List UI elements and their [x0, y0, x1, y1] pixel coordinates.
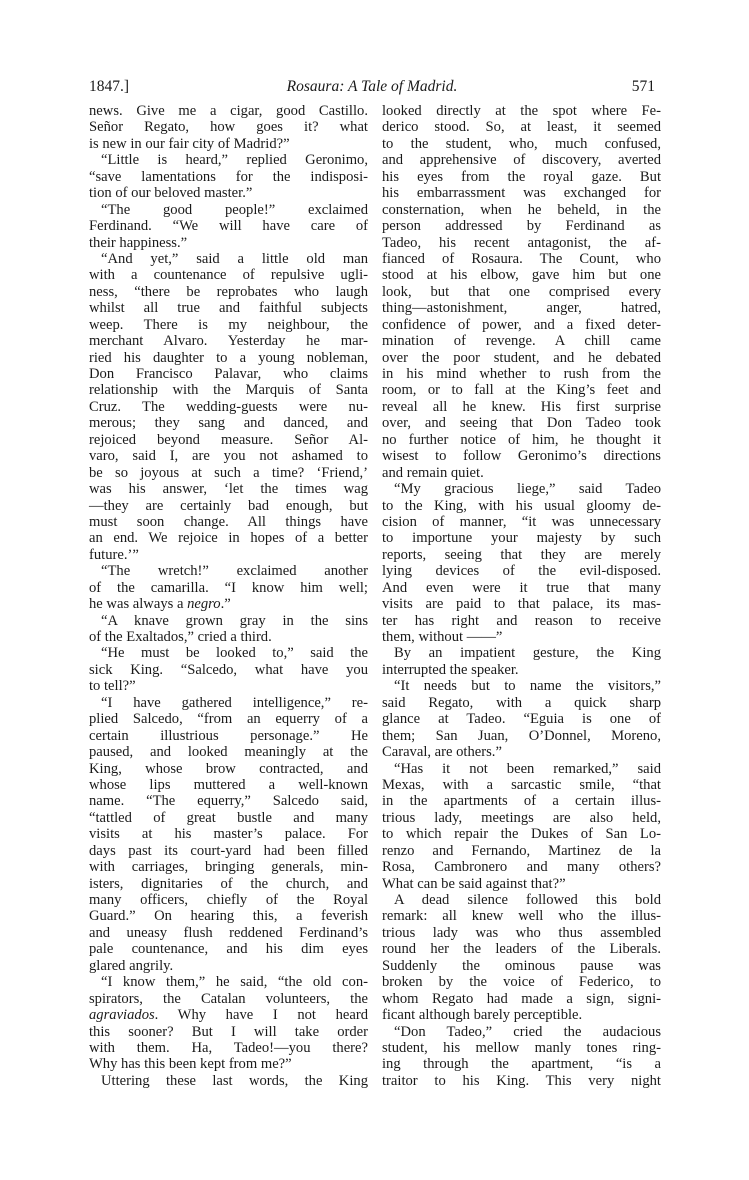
- text-line: to which repair the Dukes of San Lo-: [382, 826, 661, 843]
- text-line: “It needs but to name the visitors,”: [394, 678, 661, 695]
- text-line: ter has right and reason to receive: [382, 612, 661, 629]
- text-line: isters, dignitaries of the church, and: [89, 875, 368, 892]
- text-line: consternation, when he beheld, in the: [382, 201, 661, 218]
- text-line: weep. There is my neighbour, the: [89, 316, 368, 333]
- text-line: was his answer, ‘let the times wag: [89, 481, 368, 498]
- text-line: Uttering these last words, the King: [101, 1072, 368, 1089]
- text-line: certain illustrious personage.” He: [89, 727, 368, 744]
- text-line: ficant although barely perceptible.: [382, 1007, 583, 1024]
- text-line: over the poor student, and he debated: [382, 349, 661, 366]
- text-line: and apprehensive of discovery, averted: [382, 152, 661, 169]
- text-line: future.’”: [89, 546, 139, 563]
- text-line: “And yet,” said a little old man: [101, 250, 368, 267]
- text-line: “The wretch!” exclaimed another: [101, 563, 368, 580]
- text-line: to tell?”: [89, 678, 136, 695]
- text-line: fianced of Rosaura. The Count, who: [382, 250, 661, 267]
- text-line: What can be said against that?”: [382, 875, 566, 892]
- text-line: visits are paid to that palace, its mas-: [382, 596, 661, 613]
- text-line: in the apartments of a certain illus-: [382, 793, 661, 810]
- text-line: with carriages, bringing generals, min-: [89, 859, 368, 876]
- text-line: stood at his elbow, gave him but one: [382, 267, 661, 284]
- text-line: this sooner? But I will take order: [89, 1023, 368, 1040]
- header-year: 1847.]: [89, 78, 130, 95]
- text-line: And even were it true that many: [382, 579, 661, 596]
- text-line: lying devices of the evil-disposed.: [382, 563, 661, 580]
- text-line: Guard.” On hearing this, a feverish: [89, 908, 368, 925]
- text-line: and remain quiet.: [382, 464, 484, 481]
- text-line: remark: all knew well who the illus-: [382, 908, 661, 925]
- text-line: renzo and Fernando, Martinez de la: [382, 842, 661, 859]
- text-line: “My gracious liege,” said Tadeo: [394, 481, 661, 498]
- text-line: Why has this been kept from me?”: [89, 1056, 292, 1073]
- text-line: to the King, with his usual gloomy de-: [382, 497, 661, 514]
- text-line: interrupted the speaker.: [382, 661, 519, 678]
- text-line: By an impatient gesture, the King: [394, 645, 661, 662]
- text-line: person addressed by Ferdinand as: [382, 218, 661, 235]
- text-line: them, without ——”: [382, 629, 503, 645]
- text-line: mination of revenge. A chill came: [382, 333, 661, 350]
- running-title: Rosaura: A Tale of Madrid.: [286, 78, 458, 95]
- text-line: varo, said I, are you not ashamed to: [89, 448, 368, 465]
- text-line: merchant Alvaro. Yesterday he mar-: [89, 333, 368, 350]
- text-line: “Little is heard,” replied Geronimo,: [101, 152, 368, 169]
- text-line: pale countenance, and his dim eyes: [89, 941, 368, 958]
- text-line: Ferdinand. “We will have care of: [89, 218, 368, 235]
- text-line: to the student, who, much confused,: [382, 135, 661, 152]
- text-line: visits at his master’s palace. For: [89, 826, 368, 843]
- text-line: news. Give me a cigar, good Castillo.: [89, 103, 368, 119]
- text-line: many officers, chiefly of the Royal: [89, 892, 368, 908]
- text-line: trious lady, meetings are also held,: [382, 809, 661, 826]
- left-text-column: [89, 103, 368, 1089]
- text-line: “Don Tadeo,” cried the audacious: [394, 1023, 661, 1040]
- text-line: tion of our beloved master.”: [89, 185, 253, 202]
- text-line: —they are certainly bad enough, but: [89, 497, 368, 514]
- text-line: whose lips muttered a well-known: [89, 776, 368, 793]
- italic-word: agraviados: [89, 1007, 155, 1024]
- text-line: whilst all true and faithful subjects: [89, 300, 368, 317]
- text-line: Señor Regato, how goes it? what: [89, 119, 368, 136]
- text-line: trious lady was who thus assembled: [382, 924, 661, 941]
- text-line: Cruz. The wedding-guests were nu-: [89, 398, 368, 415]
- text-line: and uneasy flush reddened Ferdinand’s: [89, 924, 368, 941]
- text-line: cision of manner, “it was unnecessary: [382, 513, 661, 530]
- text-line: sick King. “Salcedo, what have you: [89, 661, 368, 678]
- text-line: said Regato, with a quick sharp: [382, 694, 661, 711]
- text-line: no further notice of him, he thought it: [382, 431, 661, 448]
- running-header: [89, 77, 655, 97]
- text-line: his eyes from the royal gaze. But: [382, 168, 661, 185]
- text-line: his embarrassment was exchanged for: [382, 185, 661, 202]
- text-line: “tattled of great bustle and many: [89, 809, 368, 826]
- text-line: merous; they sang and danced, and: [89, 415, 368, 432]
- text-line: is new in our fair city of Madrid?”: [89, 135, 290, 152]
- text-line: room, or to fall at the King’s feet and: [382, 382, 661, 399]
- text-line: thing—astonishment, anger, hatred,: [382, 300, 661, 317]
- page-number: 571: [631, 78, 655, 95]
- text-line: them; San Juan, O’Donnel, Moreno,: [382, 727, 661, 744]
- text-line: “A knave grown gray in the sins: [101, 612, 368, 629]
- text-line: “I have gathered intelligence,” re-: [101, 694, 368, 711]
- right-text-column: [382, 103, 661, 1089]
- text-line: Don Francisco Palavar, who claims: [89, 366, 368, 382]
- text-line: ing through the apartment, “is a: [382, 1056, 661, 1073]
- text-line: “The good people!” exclaimed: [101, 201, 368, 218]
- text-line: student, his mellow manly tones ring-: [382, 1039, 661, 1056]
- text-line: to importune your majesty by such: [382, 530, 661, 547]
- text-line: whom Regato had made a sign, signi-: [382, 990, 661, 1007]
- text-line: A dead silence followed this bold: [394, 892, 661, 908]
- text-line: ness, “there be reprobates who laugh: [89, 283, 368, 300]
- text-line: broken by the voice of Federico, to: [382, 974, 661, 991]
- text-line: glared angrily.: [89, 957, 174, 974]
- text-line: confidence of power, and a fixed deter-: [382, 316, 661, 333]
- text-line: ried his daughter to a young nobleman,: [89, 349, 368, 366]
- text-line: days past its court-yard had been filled: [89, 842, 368, 859]
- text-line: “save lamentations for the indisposi-: [89, 168, 368, 185]
- text-line: name. “The equerry,” Salcedo said,: [89, 793, 368, 810]
- text-line: spirators, the Catalan volunteers, the: [89, 990, 368, 1007]
- text-line: “I know them,” he said, “the old con-: [101, 974, 368, 991]
- text-line: of the Exaltados,” cried a third.: [89, 629, 272, 645]
- text-line: their happiness.”: [89, 234, 188, 251]
- text-line: derico stood. So, at least, it seemed: [382, 119, 661, 136]
- text-line: with a countenance of repulsive ugli-: [89, 267, 368, 284]
- text-line: round her the leaders of the Liberals.: [382, 941, 661, 958]
- text-line: of the camarilla. “I know him well;: [89, 579, 368, 596]
- text-line: he was always a negro.”: [89, 596, 231, 613]
- text-line: an end. We rejoice in hopes of a better: [89, 530, 368, 547]
- text-line: be so joyous at such a time? ‘Friend,’: [89, 464, 368, 481]
- text-line: Caraval, are others.”: [382, 744, 502, 761]
- text-line: plied Salcedo, “from an equerry of a: [89, 711, 368, 728]
- text-line: with them. Ha, Tadeo!—you there?: [89, 1039, 368, 1056]
- text-line: reveal all he knew. His first surprise: [382, 398, 661, 415]
- text-line: in his mind whether to rush from the: [382, 366, 661, 382]
- text-line: wisest to follow Geronimo’s directions: [382, 448, 661, 465]
- text-line: Tadeo, his recent antagonist, the af-: [382, 234, 661, 251]
- text-line: Mexas, with a sarcastic smile, “that: [382, 776, 661, 793]
- text-line: looked directly at the spot where Fe-: [382, 103, 661, 119]
- text-line: King, whose brow contracted, and: [89, 760, 368, 777]
- text-line: must soon change. All things have: [89, 513, 368, 530]
- text-line: reports, seeing that they are merely: [382, 546, 661, 563]
- text-line: Rosa, Cambronero and many others?: [382, 859, 661, 876]
- text-line: “Has it not been remarked,” said: [394, 760, 661, 777]
- text-line: relationship with the Marquis of Santa: [89, 382, 368, 399]
- text-line: rejoiced beyond measure. Señor Al-: [89, 431, 368, 448]
- text-line: over, and seeing that Don Tadeo took: [382, 415, 661, 432]
- text-line: “He must be looked to,” said the: [101, 645, 368, 662]
- text-line: Suddenly the ominous pause was: [382, 957, 661, 974]
- italic-word: negro: [187, 596, 221, 613]
- text-line: paused, and looked meaningly at the: [89, 744, 368, 761]
- text-line: agraviados. Why have I not heard: [89, 1007, 368, 1024]
- text-line: traitor to his King. This very night: [382, 1072, 661, 1089]
- text-line: look, but that one comprised every: [382, 283, 661, 300]
- text-line: glance at Tadeo. “Eguia is one of: [382, 711, 661, 728]
